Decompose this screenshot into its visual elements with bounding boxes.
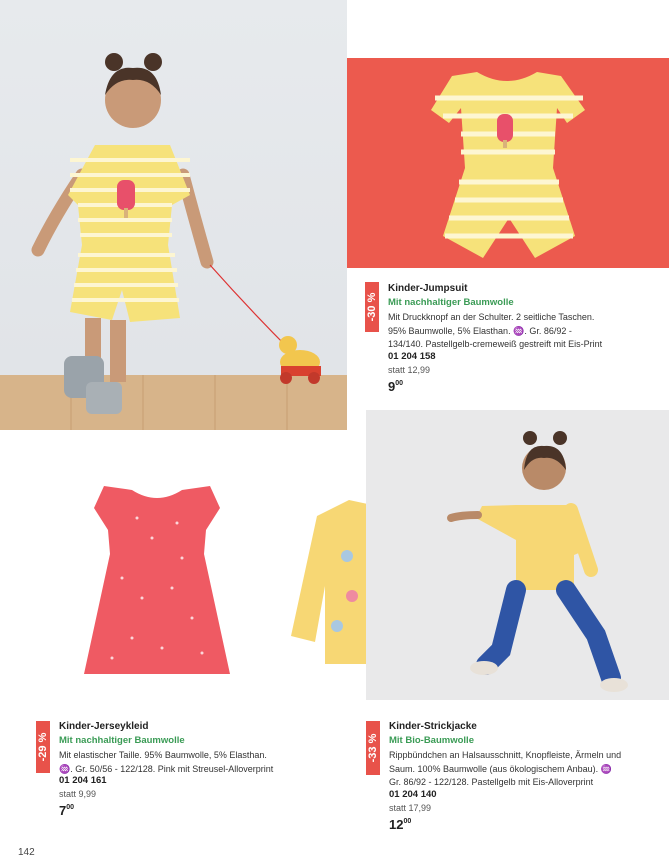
discount-badge: -29 %: [36, 721, 50, 773]
article-number: 01 204 161: [59, 775, 107, 786]
discount-badge: -30 %: [365, 282, 379, 332]
page-number: 142: [18, 847, 35, 858]
girl-illustration: [0, 0, 347, 430]
product-description: Mit elastischer Taille. 95% Baumwolle, 5% Elasthan. ♒. Gr. 50/56 - 122/128. Pink mit Streusel-Alloverprint: [59, 750, 274, 774]
jumpsuit-illustration: [347, 58, 669, 268]
washing-symbol-icon: ♒: [59, 763, 71, 774]
product-subtitle: Mit nachhaltiger Baumwolle: [388, 297, 514, 308]
product-title: Kinder-Jumpsuit: [388, 283, 468, 294]
product-subtitle: Mit nachhaltiger Baumwolle: [59, 735, 185, 746]
girl-illustration: [366, 410, 669, 700]
jersey-dress-illustration: [82, 478, 232, 688]
photo-girl-cardigan: [366, 410, 669, 700]
product-description: Mit Druckknopf an der Schulter. 2 seitliche Taschen. 95% Baumwolle, 5% Elasthan. ♒. Gr. 86/92 - 134/140. Pastellgelb-cremeweiß gestreift mit Eis-Print: [388, 312, 603, 349]
washing-symbol-icon: ♒: [513, 325, 525, 336]
old-price: statt 9,99: [59, 789, 97, 799]
photo-jumpsuit-product: [347, 58, 669, 268]
old-price: statt 12,99: [388, 365, 431, 375]
product-title: Kinder-Strickjacke: [389, 721, 477, 732]
price: $12^{00}$: [389, 817, 412, 832]
photo-girl-jumpsuit: [0, 0, 347, 430]
washing-symbol-icon: ♒: [600, 763, 612, 774]
price: $7^{00}$: [59, 803, 75, 818]
discount-badge: -33 %: [366, 721, 380, 775]
price: $9^{00}$: [388, 379, 404, 394]
article-number: 01 204 158: [388, 351, 436, 362]
old-price: statt 17,99: [389, 803, 432, 813]
product-title: Kinder-Jerseykleid: [59, 721, 149, 732]
product-description: Rippbündchen an Halsausschnitt, Knopfleiste, Ärmeln und Saum. 100% Baumwolle (aus ökologischem Anbau). ♒ Gr. 86/92 - 122/128. Pastellgelb mit Eis-Alloverprint: [389, 750, 622, 787]
product-subtitle: Mit Bio-Baumwolle: [389, 735, 474, 746]
article-number: 01 204 140: [389, 789, 437, 800]
